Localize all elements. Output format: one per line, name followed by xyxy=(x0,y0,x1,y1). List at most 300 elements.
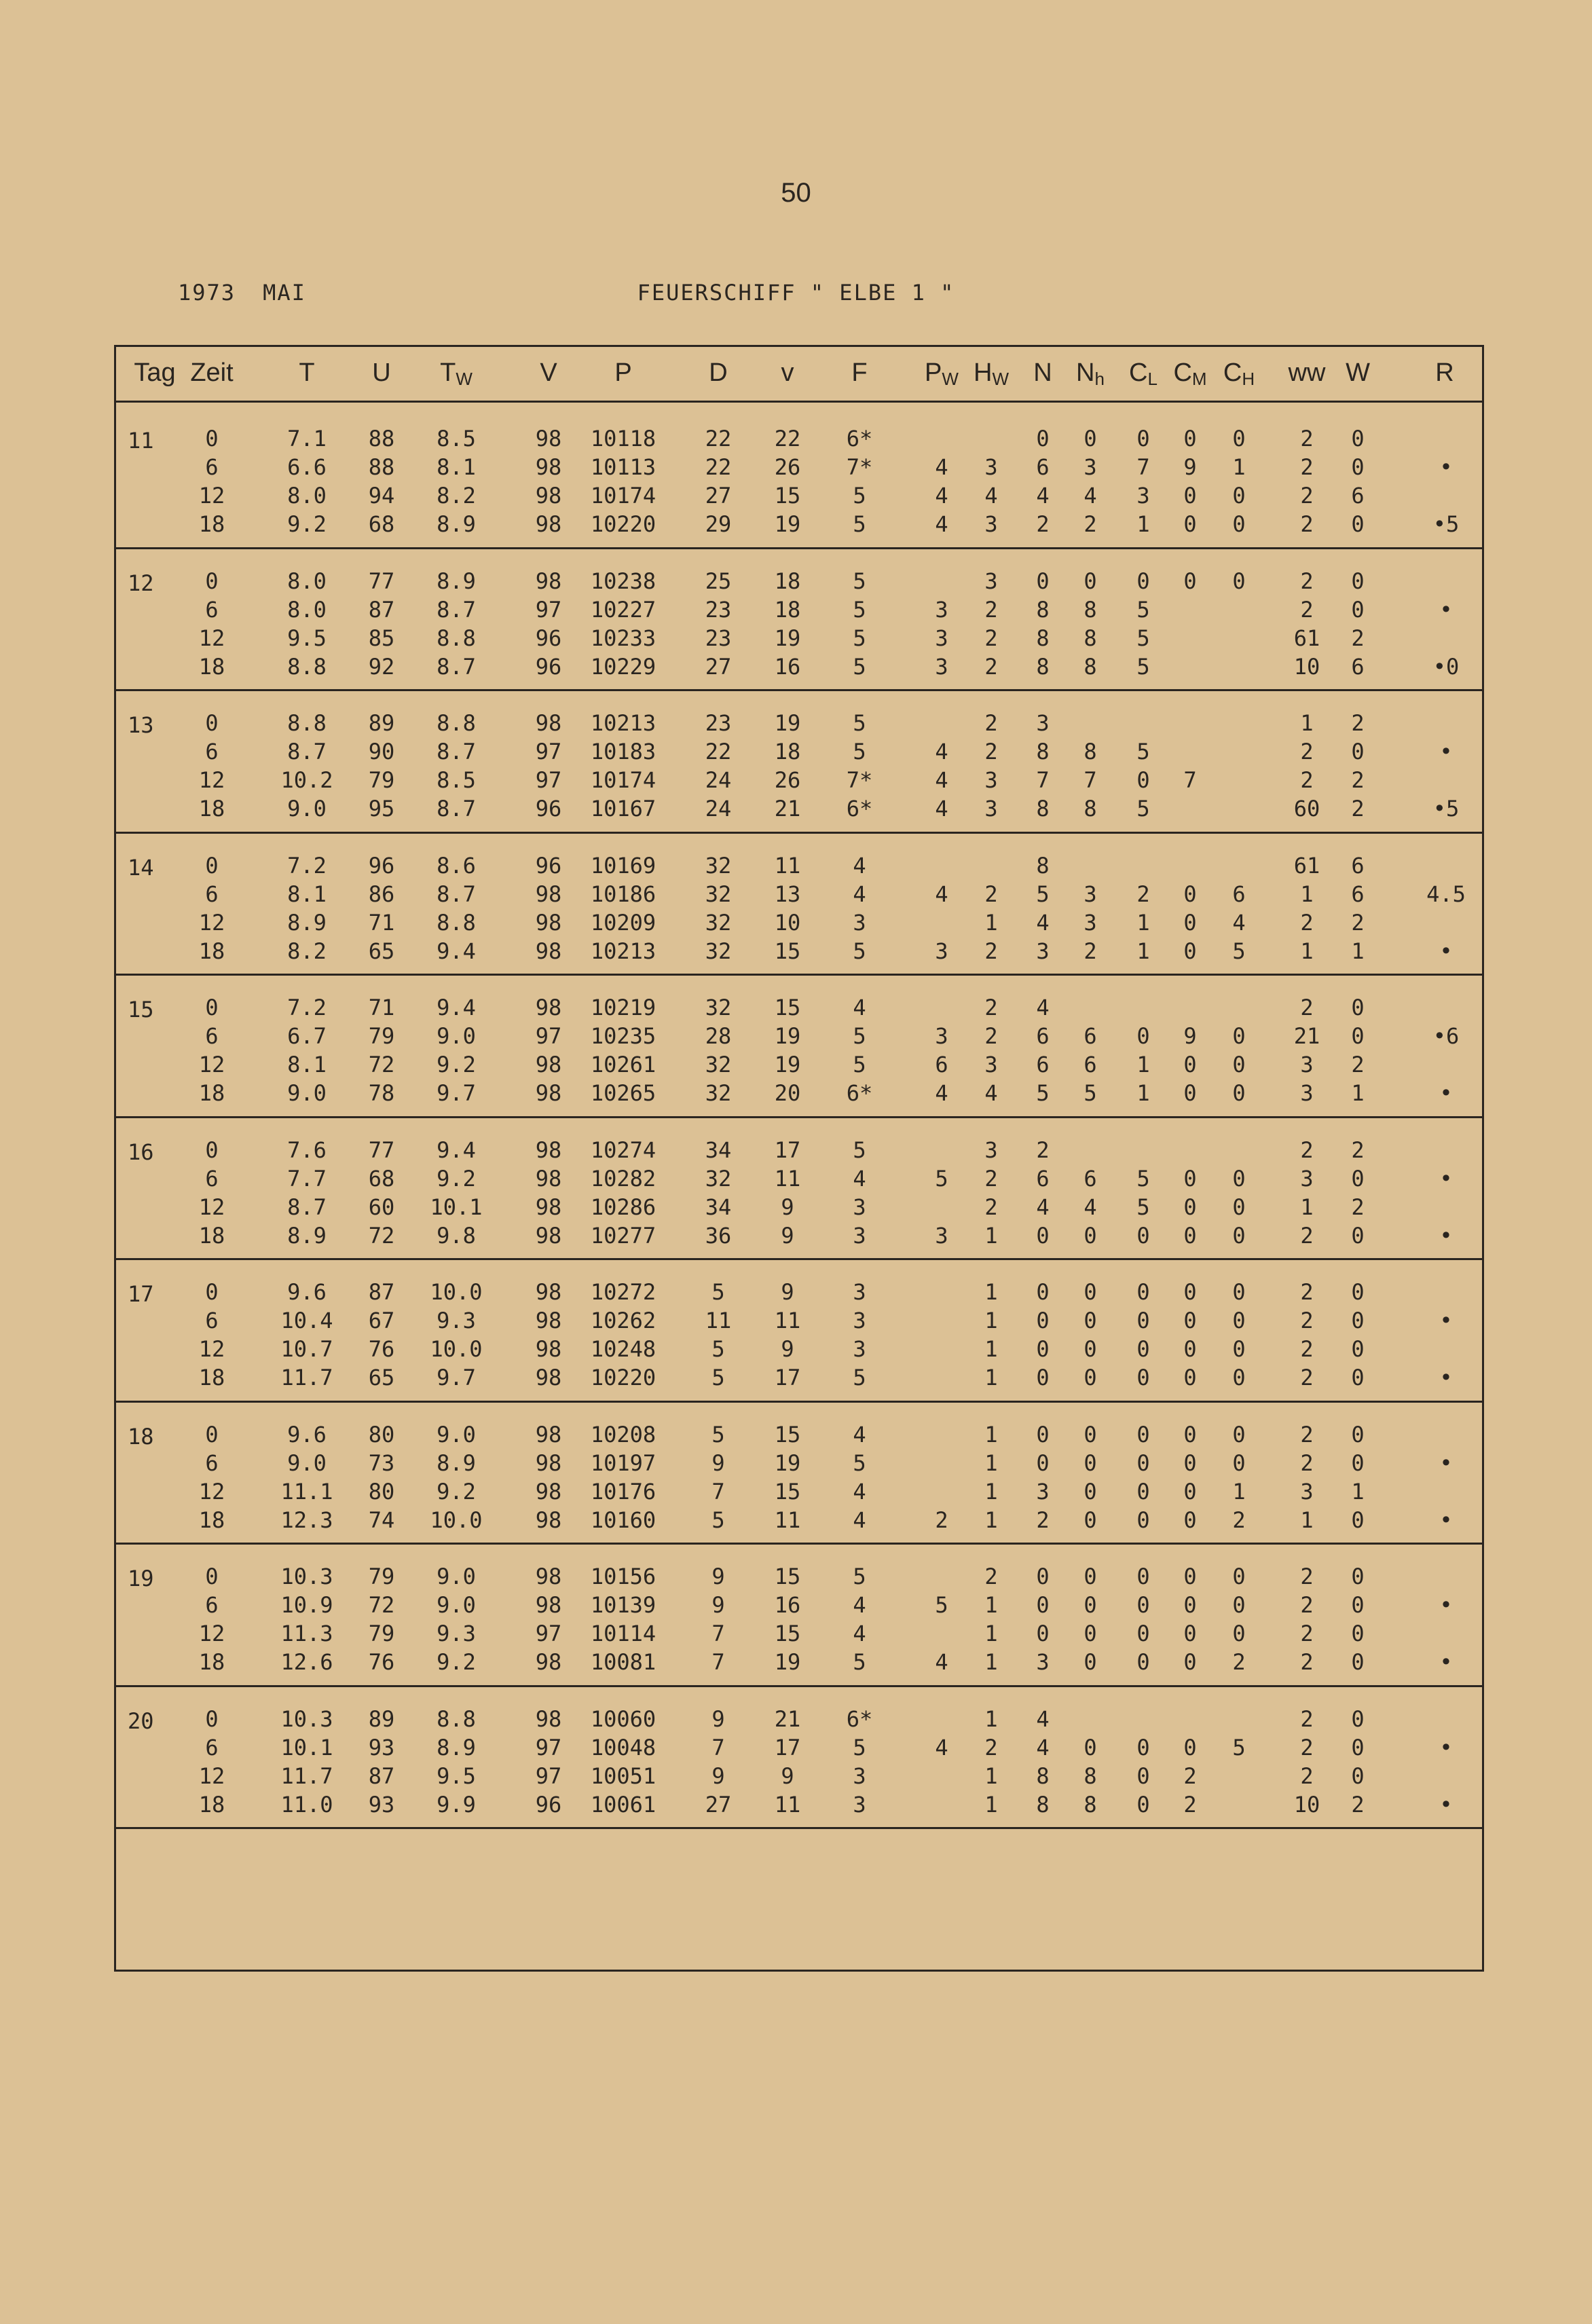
cell-d: 27 xyxy=(705,653,732,680)
cell-cl: 0 xyxy=(1136,1421,1150,1447)
cell-nh: 0 xyxy=(1084,1621,1097,1646)
col-header-f: F xyxy=(851,358,868,387)
cell-v: 15 xyxy=(774,938,801,964)
cell-r: • xyxy=(1439,1222,1453,1249)
cell-n: 8 xyxy=(1036,739,1050,764)
cell-cl: 5 xyxy=(1136,1194,1150,1220)
cell-cl: 1 xyxy=(1136,909,1150,936)
cell-hw: 1 xyxy=(984,1365,998,1390)
cell-cl: 0 xyxy=(1136,1365,1150,1390)
cell-v: 11 xyxy=(774,852,801,879)
cell-ch: 0 xyxy=(1232,1165,1246,1192)
cell-nh: 0 xyxy=(1084,1308,1097,1333)
cell-zeit: 12 xyxy=(198,767,225,793)
cell-v: 17 xyxy=(774,1137,801,1163)
cell-nh: 0 xyxy=(1084,568,1097,594)
cell-n: 3 xyxy=(1036,1478,1050,1505)
cell-zeit: 12 xyxy=(198,1052,225,1077)
cell-t: 9.0 xyxy=(287,1450,327,1476)
cell-d: 7 xyxy=(711,1734,725,1760)
cell-d: 9 xyxy=(711,1450,725,1476)
cell-tw: 10.0 xyxy=(430,1279,483,1305)
cell-f: 5 xyxy=(853,511,866,537)
cell-tw: 8.7 xyxy=(437,739,476,764)
cell-ch: 2 xyxy=(1232,1649,1246,1675)
cell-ww: 3 xyxy=(1300,1165,1314,1192)
cell-f: 6* xyxy=(846,1705,873,1732)
cell-ww: 21 xyxy=(1293,1023,1320,1049)
cell-nh: 0 xyxy=(1084,1592,1097,1618)
cell-p: 10186 xyxy=(590,881,656,907)
cell-tw: 8.7 xyxy=(437,596,476,623)
cell-t: 6.6 xyxy=(287,454,327,480)
cell-t: 9.0 xyxy=(287,796,327,822)
cell-hw: 3 xyxy=(984,511,998,537)
cell-hw: 1 xyxy=(984,1222,998,1249)
col-header-tw: $T_W$ xyxy=(440,358,473,389)
cell-cm: 0 xyxy=(1183,1450,1197,1476)
cell-v: 98 xyxy=(535,454,562,480)
cell-f: 5 xyxy=(853,1734,866,1760)
cell-d: 23 xyxy=(705,625,732,651)
cell-f: 7* xyxy=(846,767,873,793)
cell-pw: 4 xyxy=(935,511,948,537)
cell-zeit: 18 xyxy=(198,511,225,537)
cell-hw: 1 xyxy=(984,1705,998,1732)
cell-n: 8 xyxy=(1036,1763,1050,1789)
cell-w: 0 xyxy=(1351,511,1365,537)
cell-d: 34 xyxy=(705,1194,732,1220)
cell-n: 4 xyxy=(1036,483,1050,509)
cell-cm: 0 xyxy=(1183,1421,1197,1447)
cell-hw: 3 xyxy=(984,454,998,480)
cell-zeit: 12 xyxy=(198,1336,225,1362)
cell-u: 65 xyxy=(368,1365,395,1390)
cell-ch: 1 xyxy=(1232,1478,1246,1505)
cell-v: 11 xyxy=(774,1791,801,1818)
cell-tw: 8.2 xyxy=(437,483,476,509)
cell-t: 8.9 xyxy=(287,909,327,936)
cell-zeit: 18 xyxy=(198,1649,225,1675)
day-label: 18 xyxy=(128,1423,154,1450)
cell-cm: 0 xyxy=(1183,938,1197,964)
cell-w: 0 xyxy=(1351,1507,1365,1533)
cell-f: 6* xyxy=(846,426,873,451)
cell-pw: 3 xyxy=(935,596,948,623)
cell-cm: 9 xyxy=(1183,1023,1197,1049)
cell-v: 97 xyxy=(535,1023,562,1049)
cell-ww: 60 xyxy=(1293,796,1320,822)
cell-cm: 0 xyxy=(1183,1649,1197,1675)
cell-u: 79 xyxy=(368,1621,395,1646)
cell-r: •5 xyxy=(1432,511,1460,537)
cell-u: 72 xyxy=(368,1222,395,1249)
cell-v: 15 xyxy=(774,1564,801,1589)
cell-r: • xyxy=(1439,1080,1453,1106)
cell-d: 23 xyxy=(705,596,732,623)
cell-v: 11 xyxy=(774,1308,801,1333)
cell-w: 6 xyxy=(1351,852,1365,879)
cell-zeit: 18 xyxy=(198,1507,225,1533)
cell-d: 32 xyxy=(705,1052,732,1077)
cell-zeit: 18 xyxy=(198,938,225,964)
cell-nh: 7 xyxy=(1084,767,1097,793)
cell-d: 9 xyxy=(711,1592,725,1618)
day-label: 15 xyxy=(128,997,154,1022)
cell-d: 7 xyxy=(711,1649,725,1675)
cell-v: 97 xyxy=(535,1763,562,1789)
day-label: 11 xyxy=(128,428,154,454)
cell-tw: 8.8 xyxy=(437,1705,476,1732)
cell-cm: 7 xyxy=(1183,767,1197,793)
day-label: 20 xyxy=(128,1708,154,1734)
cell-p: 10209 xyxy=(590,909,656,936)
cell-v: 17 xyxy=(774,1734,801,1760)
cell-d: 23 xyxy=(705,710,732,736)
col-header-u: U xyxy=(372,358,391,387)
day-separator xyxy=(114,1827,1484,1829)
cell-p: 10156 xyxy=(590,1564,656,1589)
cell-u: 71 xyxy=(368,995,395,1020)
cell-cm: 2 xyxy=(1183,1791,1197,1818)
cell-hw: 2 xyxy=(984,1734,998,1760)
cell-ch: 5 xyxy=(1232,1734,1246,1760)
cell-ww: 2 xyxy=(1300,739,1314,764)
cell-tw: 8.9 xyxy=(437,568,476,594)
cell-w: 1 xyxy=(1351,1478,1365,1505)
cell-pw: 3 xyxy=(935,1023,948,1049)
cell-hw: 1 xyxy=(984,1478,998,1505)
cell-d: 11 xyxy=(705,1308,732,1333)
cell-ww: 3 xyxy=(1300,1478,1314,1505)
cell-p: 10167 xyxy=(590,796,656,822)
cell-nh: 8 xyxy=(1084,596,1097,623)
cell-v: 98 xyxy=(535,1592,562,1618)
cell-pw: 4 xyxy=(935,1080,948,1106)
cell-hw: 1 xyxy=(984,1507,998,1533)
cell-d: 27 xyxy=(705,1791,732,1818)
cell-r: • xyxy=(1439,1649,1453,1675)
cell-f: 4 xyxy=(853,1621,866,1646)
cell-v: 11 xyxy=(774,1507,801,1533)
cell-d: 36 xyxy=(705,1222,732,1249)
cell-ch: 0 xyxy=(1232,1279,1246,1305)
cell-zeit: 6 xyxy=(205,1023,219,1049)
cell-v: 98 xyxy=(535,1279,562,1305)
cell-cm: 0 xyxy=(1183,1564,1197,1589)
cell-hw: 3 xyxy=(984,1052,998,1077)
cell-cl: 0 xyxy=(1136,1791,1150,1818)
cell-n: 0 xyxy=(1036,426,1050,451)
cell-n: 3 xyxy=(1036,1649,1050,1675)
cell-ww: 2 xyxy=(1300,909,1314,936)
cell-ww: 1 xyxy=(1300,938,1314,964)
cell-t: 8.2 xyxy=(287,938,327,964)
cell-pw: 3 xyxy=(935,938,948,964)
cell-hw: 2 xyxy=(984,710,998,736)
cell-tw: 8.9 xyxy=(437,1450,476,1476)
cell-w: 1 xyxy=(1351,1080,1365,1106)
cell-d: 5 xyxy=(711,1507,725,1533)
cell-t: 10.1 xyxy=(280,1734,333,1760)
cell-cm: 0 xyxy=(1183,1308,1197,1333)
cell-v: 9 xyxy=(781,1279,794,1305)
cell-zeit: 0 xyxy=(205,995,219,1020)
cell-nh: 0 xyxy=(1084,1365,1097,1390)
cell-zeit: 6 xyxy=(205,1592,219,1618)
cell-v: 98 xyxy=(535,511,562,537)
cell-tw: 9.2 xyxy=(437,1052,476,1077)
cell-u: 72 xyxy=(368,1052,395,1077)
cell-v: 19 xyxy=(774,511,801,537)
cell-tw: 9.2 xyxy=(437,1478,476,1505)
cell-w: 0 xyxy=(1351,1023,1365,1049)
cell-f: 5 xyxy=(853,1052,866,1077)
cell-d: 24 xyxy=(705,796,732,822)
cell-nh: 0 xyxy=(1084,1279,1097,1305)
cell-f: 4 xyxy=(853,1421,866,1447)
cell-u: 93 xyxy=(368,1734,395,1760)
cell-u: 80 xyxy=(368,1421,395,1447)
cell-v: 98 xyxy=(535,909,562,936)
cell-nh: 0 xyxy=(1084,426,1097,451)
col-header-nh: $N_h$ xyxy=(1076,358,1105,389)
cell-t: 11.3 xyxy=(280,1621,333,1646)
cell-w: 0 xyxy=(1351,454,1365,480)
cell-r: • xyxy=(1439,1592,1453,1618)
cell-ch: 0 xyxy=(1232,1336,1246,1362)
cell-tw: 9.7 xyxy=(437,1365,476,1390)
cell-v: 98 xyxy=(535,1365,562,1390)
cell-zeit: 12 xyxy=(198,625,225,651)
cell-nh: 0 xyxy=(1084,1507,1097,1533)
cell-nh: 3 xyxy=(1084,881,1097,907)
cell-u: 88 xyxy=(368,454,395,480)
cell-t: 8.0 xyxy=(287,596,327,623)
cell-v: 17 xyxy=(774,1365,801,1390)
cell-v: 98 xyxy=(535,1222,562,1249)
cell-n: 2 xyxy=(1036,1507,1050,1533)
cell-f: 4 xyxy=(853,1165,866,1192)
cell-u: 77 xyxy=(368,568,395,594)
cell-nh: 0 xyxy=(1084,1478,1097,1505)
cell-hw: 1 xyxy=(984,1621,998,1646)
cell-t: 7.6 xyxy=(287,1137,327,1163)
cell-zeit: 0 xyxy=(205,1564,219,1589)
cell-u: 79 xyxy=(368,1023,395,1049)
cell-v: 98 xyxy=(535,710,562,736)
cell-cm: 0 xyxy=(1183,1621,1197,1646)
cell-v: 19 xyxy=(774,1649,801,1675)
cell-f: 3 xyxy=(853,1763,866,1789)
cell-ch: 0 xyxy=(1232,1222,1246,1249)
cell-hw: 4 xyxy=(984,1080,998,1106)
cell-f: 3 xyxy=(853,1194,866,1220)
cell-n: 0 xyxy=(1036,1621,1050,1646)
cell-zeit: 0 xyxy=(205,1705,219,1732)
cell-t: 10.4 xyxy=(280,1308,333,1333)
cell-t: 9.6 xyxy=(287,1279,327,1305)
cell-zeit: 0 xyxy=(205,426,219,451)
cell-cl: 0 xyxy=(1136,1308,1150,1333)
cell-ww: 2 xyxy=(1300,1621,1314,1646)
cell-zeit: 0 xyxy=(205,1137,219,1163)
cell-ch: 5 xyxy=(1232,938,1246,964)
day-separator xyxy=(114,1401,1484,1403)
cell-u: 78 xyxy=(368,1080,395,1106)
cell-d: 24 xyxy=(705,767,732,793)
cell-p: 10220 xyxy=(590,1365,656,1390)
cell-v: 19 xyxy=(774,625,801,651)
cell-f: 5 xyxy=(853,1023,866,1049)
cell-f: 5 xyxy=(853,653,866,680)
cell-ch: 0 xyxy=(1232,483,1246,509)
cell-v: 97 xyxy=(535,596,562,623)
cell-v: 15 xyxy=(774,995,801,1020)
cell-cm: 0 xyxy=(1183,1052,1197,1077)
cell-cl: 0 xyxy=(1136,1592,1150,1618)
cell-n: 2 xyxy=(1036,511,1050,537)
cell-ww: 3 xyxy=(1300,1080,1314,1106)
cell-ch: 0 xyxy=(1232,426,1246,451)
col-header-hw: $H_W$ xyxy=(974,358,1009,389)
cell-v: 11 xyxy=(774,1165,801,1192)
cell-n: 8 xyxy=(1036,852,1050,879)
cell-ww: 2 xyxy=(1300,1649,1314,1675)
cell-hw: 2 xyxy=(984,1564,998,1589)
cell-zeit: 18 xyxy=(198,1791,225,1818)
cell-cm: 0 xyxy=(1183,426,1197,451)
cell-cl: 0 xyxy=(1136,568,1150,594)
cell-w: 1 xyxy=(1351,938,1365,964)
cell-nh: 4 xyxy=(1084,483,1097,509)
cell-cl: 5 xyxy=(1136,739,1150,764)
cell-v: 15 xyxy=(774,1478,801,1505)
cell-n: 4 xyxy=(1036,1705,1050,1732)
cell-hw: 1 xyxy=(984,1450,998,1476)
cell-f: 4 xyxy=(853,1592,866,1618)
cell-cl: 0 xyxy=(1136,1478,1150,1505)
cell-p: 10174 xyxy=(590,483,656,509)
cell-t: 9.0 xyxy=(287,1080,327,1106)
cell-p: 10114 xyxy=(590,1621,656,1646)
cell-v: 98 xyxy=(535,1137,562,1163)
cell-tw: 8.8 xyxy=(437,710,476,736)
cell-d: 32 xyxy=(705,852,732,879)
cell-tw: 8.9 xyxy=(437,511,476,537)
cell-zeit: 6 xyxy=(205,1450,219,1476)
cell-cm: 0 xyxy=(1183,1165,1197,1192)
cell-w: 0 xyxy=(1351,1592,1365,1618)
day-label: 16 xyxy=(128,1139,154,1165)
header-year: 1973 xyxy=(178,280,236,306)
cell-w: 0 xyxy=(1351,1621,1365,1646)
cell-zeit: 0 xyxy=(205,1421,219,1447)
cell-t: 12.3 xyxy=(280,1507,333,1533)
cell-ww: 2 xyxy=(1300,767,1314,793)
cell-ch: 0 xyxy=(1232,1450,1246,1476)
cell-tw: 9.9 xyxy=(437,1791,476,1818)
cell-t: 11.1 xyxy=(280,1478,333,1505)
cell-ch: 0 xyxy=(1232,1421,1246,1447)
cell-n: 4 xyxy=(1036,995,1050,1020)
cell-pw: 2 xyxy=(935,1507,948,1533)
cell-d: 9 xyxy=(711,1564,725,1589)
cell-f: 5 xyxy=(853,483,866,509)
cell-f: 5 xyxy=(853,710,866,736)
cell-v: 98 xyxy=(535,1308,562,1333)
header-station: FEUERSCHIFF " ELBE 1 " xyxy=(637,280,955,306)
cell-zeit: 12 xyxy=(198,483,225,509)
cell-w: 2 xyxy=(1351,1791,1365,1818)
cell-u: 87 xyxy=(368,1279,395,1305)
cell-t: 8.1 xyxy=(287,1052,327,1077)
cell-hw: 4 xyxy=(984,483,998,509)
cell-pw: 4 xyxy=(935,454,948,480)
cell-nh: 8 xyxy=(1084,1791,1097,1818)
cell-u: 71 xyxy=(368,909,395,936)
cell-w: 6 xyxy=(1351,881,1365,907)
cell-u: 76 xyxy=(368,1336,395,1362)
col-header-pw: $P_W$ xyxy=(925,358,959,389)
cell-cm: 0 xyxy=(1183,1222,1197,1249)
cell-u: 77 xyxy=(368,1137,395,1163)
cell-v: 9 xyxy=(781,1763,794,1789)
cell-zeit: 18 xyxy=(198,796,225,822)
col-header-ch: $C_H$ xyxy=(1223,358,1255,389)
cell-r: •0 xyxy=(1432,653,1460,680)
cell-v: 20 xyxy=(774,1080,801,1106)
cell-v: 19 xyxy=(774,710,801,736)
cell-tw: 9.3 xyxy=(437,1621,476,1646)
cell-pw: 4 xyxy=(935,1649,948,1675)
cell-r: • xyxy=(1439,454,1453,480)
day-label: 14 xyxy=(128,854,154,881)
cell-ww: 2 xyxy=(1300,454,1314,480)
cell-f: 5 xyxy=(853,625,866,651)
cell-ch: 0 xyxy=(1232,1052,1246,1077)
cell-ch: 2 xyxy=(1232,1507,1246,1533)
cell-zeit: 6 xyxy=(205,1308,219,1333)
cell-v: 98 xyxy=(535,568,562,594)
cell-ww: 10 xyxy=(1293,1791,1320,1818)
day-separator xyxy=(114,689,1484,691)
cell-n: 0 xyxy=(1036,1592,1050,1618)
cell-nh: 8 xyxy=(1084,1763,1097,1789)
day-label: 13 xyxy=(128,712,154,738)
cell-ch: 1 xyxy=(1232,454,1246,480)
cell-hw: 2 xyxy=(984,938,998,964)
cell-u: 90 xyxy=(368,739,395,764)
cell-ch: 6 xyxy=(1232,881,1246,907)
cell-ch: 0 xyxy=(1232,1308,1246,1333)
cell-p: 10235 xyxy=(590,1023,656,1049)
cell-ww: 2 xyxy=(1300,511,1314,537)
cell-v: 96 xyxy=(535,796,562,822)
cell-p: 10261 xyxy=(590,1052,656,1077)
cell-v: 26 xyxy=(774,454,801,480)
cell-p: 10227 xyxy=(590,596,656,623)
cell-w: 0 xyxy=(1351,1734,1365,1760)
cell-cm: 2 xyxy=(1183,1763,1197,1789)
cell-pw: 6 xyxy=(935,1052,948,1077)
cell-d: 5 xyxy=(711,1336,725,1362)
cell-t: 11.7 xyxy=(280,1365,333,1390)
cell-n: 4 xyxy=(1036,1194,1050,1220)
cell-f: 5 xyxy=(853,938,866,964)
cell-ww: 2 xyxy=(1300,1137,1314,1163)
cell-t: 8.8 xyxy=(287,710,327,736)
